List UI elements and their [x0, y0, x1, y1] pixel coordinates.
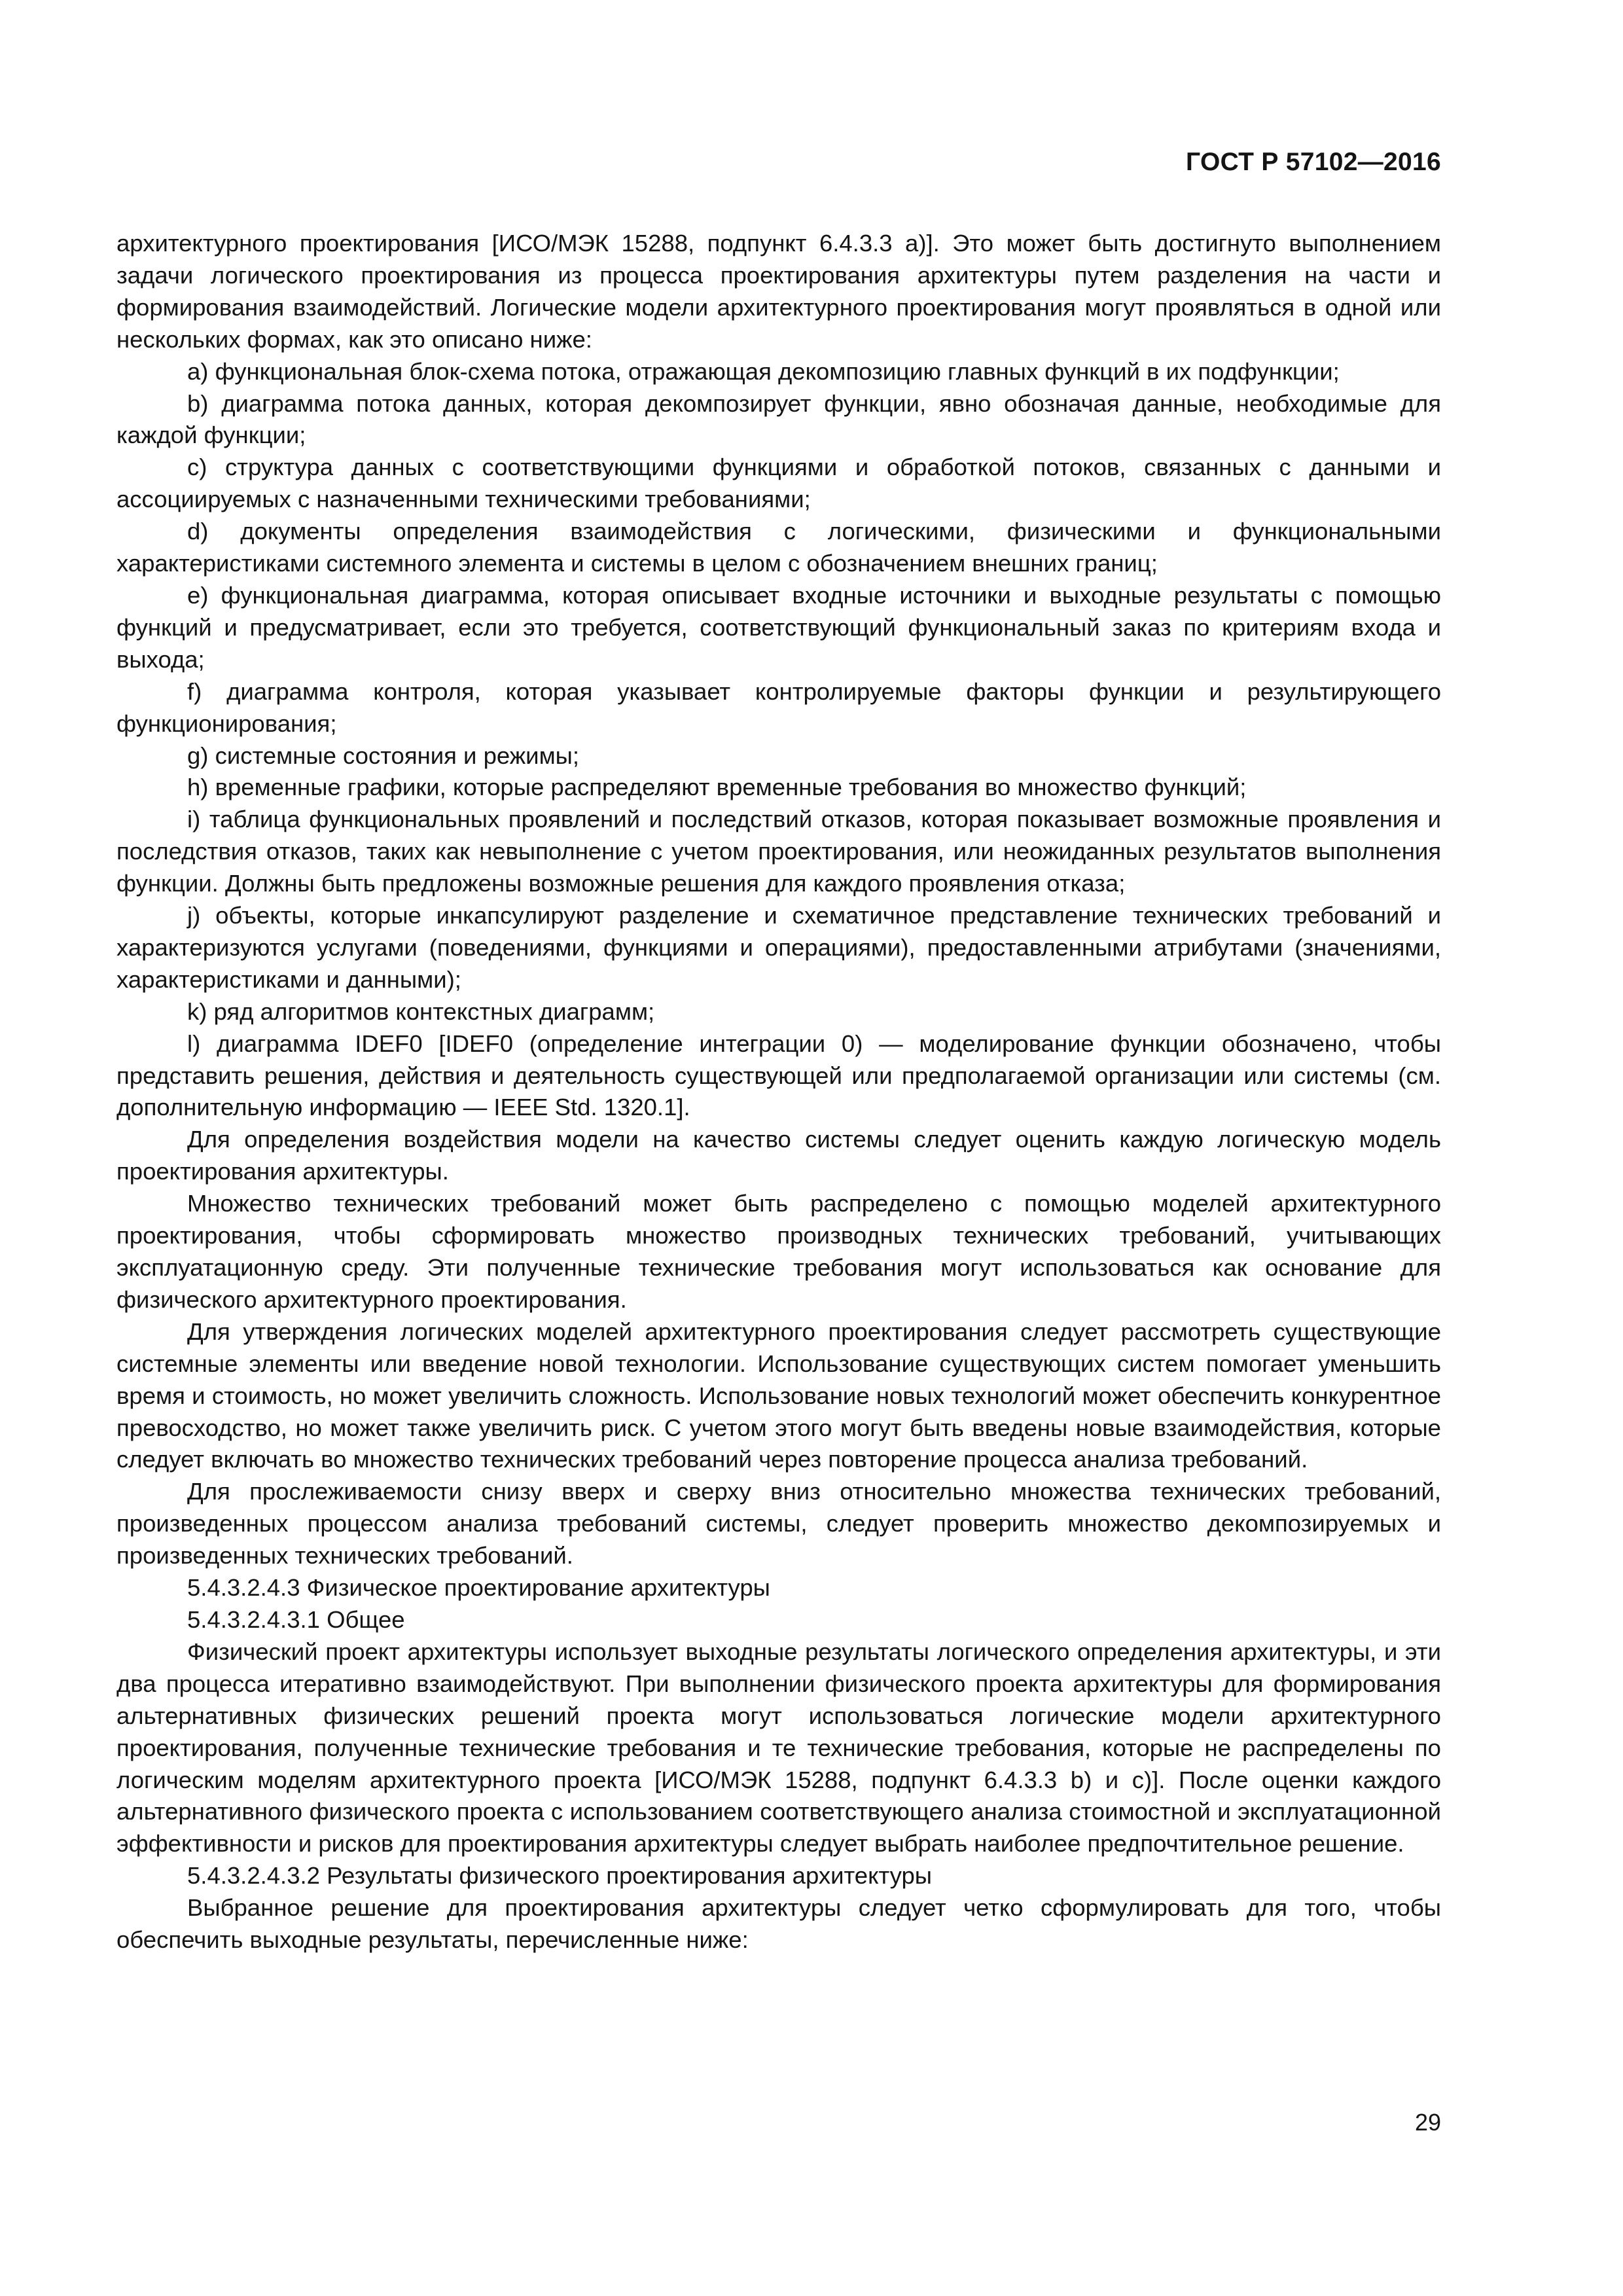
section-heading: 5.4.3.2.4.3.1 Общее	[187, 1605, 405, 1633]
page-number: 29	[1414, 2109, 1441, 2136]
section-heading: 5.4.3.2.4.3.2 Результаты физического проектирования архитектуры	[187, 1862, 932, 1890]
list-item-k: k) ряд алгоритмов контекстных диаграмм;	[187, 997, 655, 1025]
list-item-i: i) таблица функциональных проявлений и последствий отказов, которая показывает возможные проявления и последствия отказов, таких как невыполнение с учетом проектирования, или неожиданных результатов выполнения функции. Должны быть предложены возможные решения для каждого проявления отказа;	[116, 806, 1441, 897]
paragraph: Физический проект архитектуры использует выходные результаты логического определения архитектуры, и эти два процесса итеративно взаимодействуют. При выполнении физического проекта архитектуры для формирования альтернативных физических решений проекта могут использоваться логические модели архитектурного проектирования, полученные технические требования и те технические требования, которые не распределены по логическим моделям архитектурного проекта [ИСО/МЭК 15288, подпункт 6.4.3.3 b) и с)]. После оценки каждого альтернативного физического проекта с использованием соответствующего анализа стоимостной и эксплуатационной эффективности и рисков для проектирования архитектуры следует выбрать наиболее предпочтительное решение.	[116, 1638, 1441, 1857]
list-item-h: h) временные графики, которые распределяют временные требования во множество функций;	[187, 774, 1247, 801]
list-item-b: b) диаграмма потока данных, которая декомпозирует функции, явно обозначая данные, необходимые для каждой функции;	[116, 389, 1441, 449]
list-item-j: j) объекты, которые инкапсулируют разделение и схематичное представление технических требований и характеризуются услугами (поведениями, функциями и операциями), предоставленными атрибутами (значениями, характеристиками и данными);	[116, 902, 1441, 993]
list-item-g: g) системные состояния и режимы;	[187, 742, 580, 769]
list-item-d: d) документы определения взаимодействия с логическими, физическими и функциональными характеристиками системного элемента и системы в целом с обозначением внешних границ;	[116, 518, 1441, 577]
paragraph: Для прослеживаемости снизу вверх и сверху вниз относительно множества технических требований, произведенных процессом анализа требований системы, следует проверить множество декомпозируемых и произведенных технических требований.	[116, 1478, 1441, 1570]
paragraph: архитектурного проектирования [ИСО/МЭК 15288, подпункт 6.4.3.3 а)]. Это может быть достигнуто выполнением задачи логического проектирования из процесса проектирования архитектуры путем разделения на части и формирования взаимодействий. Логические модели архитектурного проектирования могут проявляться в одной или нескольких формах, как это описано ниже:	[116, 230, 1441, 353]
body-text	[116, 228, 1441, 1956]
paragraph: Множество технических требований может быть распределено с помощью моделей архитектурного проектирования, чтобы сформировать множество производных технических требований, учитывающих эксплуатационную среду. Эти полученные технические требования могут использоваться как основание для физического архитектурного проектирования.	[116, 1190, 1441, 1313]
paragraph: Для определения воздействия модели на качество системы следует оценить каждую логическую модель проектирования архитектуры.	[116, 1126, 1441, 1185]
list-item-e: е) функциональная диаграмма, которая описывает входные источники и выходные результаты с помощью функций и предусматривает, если это требуется, соответствующий функциональный заказ по критериям входа и выхода;	[116, 581, 1441, 673]
paragraph: Для утверждения логических моделей архитектурного проектирования следует рассмотреть существующие системные элементы или введение новой технологии. Использование существующих систем помогает уменьшить время и стоимость, но может увеличить сложность. Использование новых технологий может обеспечить конкурентное превосходство, но может также увеличить риск. С учетом этого могут быть введены новые взаимодействия, которые следует включать во множество технических требований через повторение процесса анализа требований.	[116, 1318, 1441, 1473]
section-heading: 5.4.3.2.4.3 Физическое проектирование архитектуры	[187, 1574, 770, 1602]
paragraph: Выбранное решение для проектирования архитектуры следует четко сформулировать для того, чтобы обеспечить выходные результаты, перечисленные ниже:	[116, 1894, 1441, 1954]
document-header: ГОСТ Р 57102—2016	[1186, 148, 1441, 176]
list-item-f: f) диаграмма контроля, которая указывает контролируемые факторы функции и результирующего функционирования;	[116, 677, 1441, 737]
list-item-c: с) структура данных с соответствующими функциями и обработкой потоков, связанных с данными и ассоциируемых с назначенными техническими требованиями;	[116, 454, 1441, 513]
list-item-l: l) диаграмма IDEF0 [IDEF0 (определение интеграции 0) — моделирование функции обозначено, чтобы представить решения, действия и деятельность существующей или предполагаемой организации или системы (см. дополнительную информацию — IEEE Std. 1320.1].	[116, 1030, 1441, 1121]
list-item-a: а) функциональная блок-схема потока, отражающая декомпозицию главных функций в их подфункции;	[187, 357, 1340, 385]
